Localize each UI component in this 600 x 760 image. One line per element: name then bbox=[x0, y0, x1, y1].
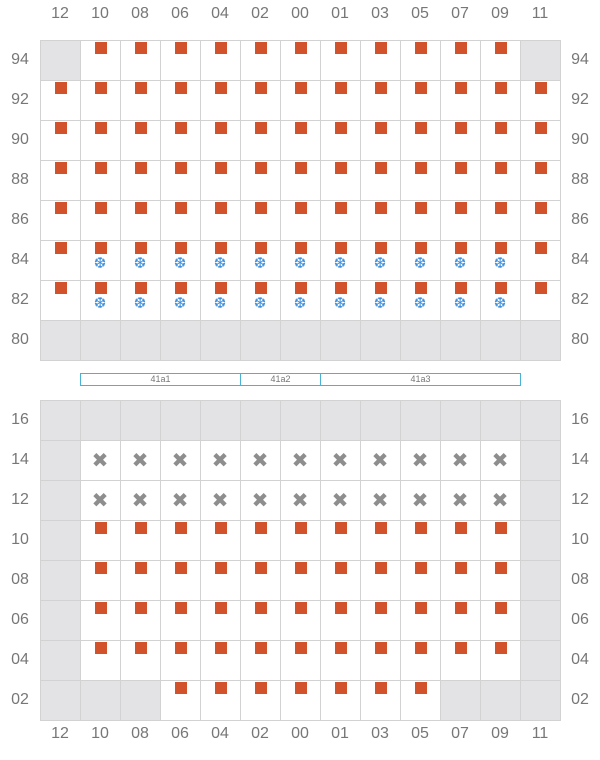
bottom-row-label-left: 14 bbox=[11, 451, 29, 468]
bottom-slot-16-04[interactable] bbox=[200, 400, 241, 441]
occupied-marker bbox=[135, 522, 147, 534]
bottom-slot-14-11[interactable] bbox=[520, 440, 561, 481]
bottom-slot-10-12[interactable] bbox=[40, 520, 81, 561]
top-col-label: 10 bbox=[91, 5, 109, 22]
top-slot-94-11[interactable] bbox=[520, 40, 561, 81]
zone-41a2[interactable]: 41a2 bbox=[240, 373, 321, 386]
occupied-marker bbox=[375, 162, 387, 174]
snowflake-icon: ❆ bbox=[213, 294, 227, 312]
snowflake-icon: ❆ bbox=[493, 254, 507, 272]
occupied-marker bbox=[495, 42, 507, 54]
bottom-col-label: 01 bbox=[331, 725, 349, 742]
occupied-marker bbox=[215, 282, 227, 294]
occupied-marker bbox=[255, 282, 267, 294]
occupied-marker bbox=[335, 562, 347, 574]
occupied-marker bbox=[95, 82, 107, 94]
occupied-marker bbox=[295, 522, 307, 534]
occupied-marker bbox=[255, 522, 267, 534]
blocked-x-icon: ✖ bbox=[331, 488, 349, 512]
snowflake-icon: ❆ bbox=[413, 254, 427, 272]
occupied-marker bbox=[535, 122, 547, 134]
occupied-marker bbox=[495, 602, 507, 614]
blocked-x-icon: ✖ bbox=[171, 488, 189, 512]
occupied-marker bbox=[415, 42, 427, 54]
blocked-x-icon: ✖ bbox=[91, 448, 109, 472]
top-slot-80-00[interactable] bbox=[280, 320, 321, 361]
bottom-row-label-left: 16 bbox=[11, 411, 29, 428]
top-slot-94-12[interactable] bbox=[40, 40, 81, 81]
occupied-marker bbox=[375, 42, 387, 54]
bottom-slot-16-12[interactable] bbox=[40, 400, 81, 441]
occupied-marker bbox=[135, 82, 147, 94]
snowflake-icon: ❆ bbox=[373, 294, 387, 312]
occupied-marker bbox=[455, 162, 467, 174]
occupied-marker bbox=[375, 82, 387, 94]
occupied-marker bbox=[495, 122, 507, 134]
top-slot-80-02[interactable] bbox=[240, 320, 281, 361]
occupied-marker bbox=[255, 82, 267, 94]
occupied-marker bbox=[175, 282, 187, 294]
occupied-marker bbox=[455, 42, 467, 54]
occupied-marker bbox=[175, 602, 187, 614]
occupied-marker bbox=[415, 682, 427, 694]
bottom-col-label: 03 bbox=[371, 725, 389, 742]
snowflake-icon: ❆ bbox=[373, 254, 387, 272]
top-row-label-right: 88 bbox=[571, 171, 589, 188]
top-col-label: 01 bbox=[331, 5, 349, 22]
occupied-marker bbox=[415, 82, 427, 94]
top-col-label: 04 bbox=[211, 5, 229, 22]
occupied-marker bbox=[255, 122, 267, 134]
occupied-marker bbox=[335, 202, 347, 214]
blocked-x-icon: ✖ bbox=[491, 488, 509, 512]
occupied-marker bbox=[135, 562, 147, 574]
occupied-marker bbox=[255, 42, 267, 54]
occupied-marker bbox=[215, 522, 227, 534]
blocked-x-icon: ✖ bbox=[491, 448, 509, 472]
top-slot-80-04[interactable] bbox=[200, 320, 241, 361]
occupied-marker bbox=[495, 522, 507, 534]
blocked-x-icon: ✖ bbox=[291, 488, 309, 512]
bottom-slot-16-09[interactable] bbox=[480, 400, 521, 441]
bottom-col-label: 02 bbox=[251, 725, 269, 742]
occupied-marker bbox=[95, 122, 107, 134]
occupied-marker bbox=[455, 602, 467, 614]
top-col-label: 05 bbox=[411, 5, 429, 22]
occupied-marker bbox=[295, 562, 307, 574]
occupied-marker bbox=[135, 242, 147, 254]
bottom-col-label: 00 bbox=[291, 725, 309, 742]
top-slot-80-08[interactable] bbox=[120, 320, 161, 361]
occupied-marker bbox=[295, 202, 307, 214]
occupied-marker bbox=[295, 642, 307, 654]
snowflake-icon: ❆ bbox=[453, 254, 467, 272]
occupied-marker bbox=[295, 42, 307, 54]
occupied-marker bbox=[175, 682, 187, 694]
occupied-marker bbox=[215, 162, 227, 174]
occupied-marker bbox=[335, 162, 347, 174]
top-row-label-left: 86 bbox=[11, 211, 29, 228]
occupied-marker bbox=[135, 42, 147, 54]
bottom-slot-16-06[interactable] bbox=[160, 400, 201, 441]
occupied-marker bbox=[375, 122, 387, 134]
bottom-col-label: 04 bbox=[211, 725, 229, 742]
occupied-marker bbox=[495, 562, 507, 574]
top-slot-80-03[interactable] bbox=[360, 320, 401, 361]
bottom-slot-16-08[interactable] bbox=[120, 400, 161, 441]
top-slot-80-07[interactable] bbox=[440, 320, 481, 361]
occupied-marker bbox=[215, 242, 227, 254]
occupied-marker bbox=[175, 562, 187, 574]
top-col-label: 09 bbox=[491, 5, 509, 22]
occupied-marker bbox=[535, 242, 547, 254]
blocked-x-icon: ✖ bbox=[411, 448, 429, 472]
occupied-marker bbox=[455, 122, 467, 134]
bottom-slot-02-08[interactable] bbox=[120, 680, 161, 721]
bottom-slot-16-02[interactable] bbox=[240, 400, 281, 441]
occupied-marker bbox=[215, 82, 227, 94]
bottom-col-label: 05 bbox=[411, 725, 429, 742]
occupied-marker bbox=[535, 162, 547, 174]
zone-41a3[interactable]: 41a3 bbox=[320, 373, 521, 386]
occupied-marker bbox=[255, 202, 267, 214]
top-row-label-right: 86 bbox=[571, 211, 589, 228]
bottom-slot-16-10[interactable] bbox=[80, 400, 121, 441]
occupied-marker bbox=[455, 82, 467, 94]
blocked-x-icon: ✖ bbox=[371, 448, 389, 472]
occupied-marker bbox=[495, 642, 507, 654]
blocked-x-icon: ✖ bbox=[211, 488, 229, 512]
top-col-label: 06 bbox=[171, 5, 189, 22]
occupied-marker bbox=[335, 242, 347, 254]
top-row-label-right: 82 bbox=[571, 291, 589, 308]
occupied-marker bbox=[135, 642, 147, 654]
occupied-marker bbox=[135, 202, 147, 214]
top-slot-80-01[interactable] bbox=[320, 320, 361, 361]
occupied-marker bbox=[375, 602, 387, 614]
bottom-slot-10-11[interactable] bbox=[520, 520, 561, 561]
bottom-slot-06-12[interactable] bbox=[40, 600, 81, 641]
occupied-marker bbox=[295, 242, 307, 254]
blocked-x-icon: ✖ bbox=[251, 448, 269, 472]
occupied-marker bbox=[455, 522, 467, 534]
blocked-x-icon: ✖ bbox=[171, 448, 189, 472]
occupied-marker bbox=[375, 282, 387, 294]
snowflake-icon: ❆ bbox=[293, 254, 307, 272]
bottom-slot-16-11[interactable] bbox=[520, 400, 561, 441]
bottom-row-label-right: 02 bbox=[571, 691, 589, 708]
occupied-marker bbox=[255, 682, 267, 694]
occupied-marker bbox=[95, 242, 107, 254]
top-col-label: 11 bbox=[531, 5, 549, 22]
occupied-marker bbox=[375, 562, 387, 574]
occupied-marker bbox=[335, 642, 347, 654]
top-col-label: 12 bbox=[51, 5, 69, 22]
occupied-marker bbox=[215, 682, 227, 694]
occupied-marker bbox=[215, 122, 227, 134]
top-row-label-left: 80 bbox=[11, 331, 29, 348]
bottom-slot-02-12[interactable] bbox=[40, 680, 81, 721]
bottom-slot-12-11[interactable] bbox=[520, 480, 561, 521]
occupied-marker bbox=[495, 202, 507, 214]
snowflake-icon: ❆ bbox=[333, 254, 347, 272]
bottom-slot-16-03[interactable] bbox=[360, 400, 401, 441]
occupied-marker bbox=[55, 202, 67, 214]
bottom-slot-12-12[interactable] bbox=[40, 480, 81, 521]
blocked-x-icon: ✖ bbox=[91, 488, 109, 512]
top-row-label-left: 94 bbox=[11, 51, 29, 68]
top-row-label-right: 80 bbox=[571, 331, 589, 348]
snowflake-icon: ❆ bbox=[453, 294, 467, 312]
occupied-marker bbox=[255, 162, 267, 174]
occupied-marker bbox=[335, 122, 347, 134]
occupied-marker bbox=[455, 562, 467, 574]
occupied-marker bbox=[95, 282, 107, 294]
bottom-row-label-right: 04 bbox=[571, 651, 589, 668]
bottom-col-label: 06 bbox=[171, 725, 189, 742]
snowflake-icon: ❆ bbox=[173, 294, 187, 312]
occupied-marker bbox=[375, 682, 387, 694]
occupied-marker bbox=[95, 202, 107, 214]
top-slot-80-11[interactable] bbox=[520, 320, 561, 361]
blocked-x-icon: ✖ bbox=[131, 448, 149, 472]
occupied-marker bbox=[175, 522, 187, 534]
occupied-marker bbox=[175, 242, 187, 254]
top-row-label-left: 92 bbox=[11, 91, 29, 108]
bottom-row-label-right: 12 bbox=[571, 491, 589, 508]
occupied-marker bbox=[95, 562, 107, 574]
occupied-marker bbox=[375, 202, 387, 214]
bottom-col-label: 10 bbox=[91, 725, 109, 742]
bottom-row-label-right: 10 bbox=[571, 531, 589, 548]
bottom-col-label: 07 bbox=[451, 725, 469, 742]
bottom-row-label-left: 06 bbox=[11, 611, 29, 628]
bottom-col-label: 12 bbox=[51, 725, 69, 742]
snowflake-icon: ❆ bbox=[413, 294, 427, 312]
top-col-label: 07 bbox=[451, 5, 469, 22]
occupied-marker bbox=[135, 162, 147, 174]
occupied-marker bbox=[455, 282, 467, 294]
top-row-label-right: 84 bbox=[571, 251, 589, 268]
top-col-label: 00 bbox=[291, 5, 309, 22]
occupied-marker bbox=[175, 162, 187, 174]
occupied-marker bbox=[215, 602, 227, 614]
occupied-marker bbox=[175, 642, 187, 654]
occupied-marker bbox=[335, 602, 347, 614]
occupied-marker bbox=[135, 122, 147, 134]
top-slot-80-09[interactable] bbox=[480, 320, 521, 361]
snowflake-icon: ❆ bbox=[93, 254, 107, 272]
occupied-marker bbox=[335, 682, 347, 694]
occupied-marker bbox=[415, 642, 427, 654]
snowflake-icon: ❆ bbox=[493, 294, 507, 312]
occupied-marker bbox=[495, 162, 507, 174]
occupied-marker bbox=[415, 242, 427, 254]
occupied-marker bbox=[295, 122, 307, 134]
bottom-slot-08-11[interactable] bbox=[520, 560, 561, 601]
occupied-marker bbox=[415, 522, 427, 534]
top-row-label-left: 82 bbox=[11, 291, 29, 308]
occupied-marker bbox=[335, 522, 347, 534]
top-col-label: 08 bbox=[131, 5, 149, 22]
occupied-marker bbox=[135, 602, 147, 614]
occupied-marker bbox=[455, 642, 467, 654]
occupied-marker bbox=[375, 642, 387, 654]
top-row-label-right: 94 bbox=[571, 51, 589, 68]
snowflake-icon: ❆ bbox=[173, 254, 187, 272]
blocked-x-icon: ✖ bbox=[251, 488, 269, 512]
occupied-marker bbox=[455, 202, 467, 214]
top-slot-80-06[interactable] bbox=[160, 320, 201, 361]
occupied-marker bbox=[95, 522, 107, 534]
bottom-row-label-left: 08 bbox=[11, 571, 29, 588]
bottom-row-label-right: 06 bbox=[571, 611, 589, 628]
bottom-row-label-left: 10 bbox=[11, 531, 29, 548]
occupied-marker bbox=[95, 162, 107, 174]
occupied-marker bbox=[55, 122, 67, 134]
bottom-row-label-right: 08 bbox=[571, 571, 589, 588]
occupied-marker bbox=[255, 242, 267, 254]
bottom-row-label-left: 04 bbox=[11, 651, 29, 668]
snowflake-icon: ❆ bbox=[133, 254, 147, 272]
occupied-marker bbox=[255, 642, 267, 654]
occupied-marker bbox=[255, 602, 267, 614]
top-col-label: 02 bbox=[251, 5, 269, 22]
occupied-marker bbox=[295, 602, 307, 614]
occupied-marker bbox=[415, 162, 427, 174]
bottom-slot-02-11[interactable] bbox=[520, 680, 561, 721]
occupied-marker bbox=[495, 282, 507, 294]
occupied-marker bbox=[215, 642, 227, 654]
occupied-marker bbox=[375, 242, 387, 254]
bottom-slot-06-11[interactable] bbox=[520, 600, 561, 641]
occupied-marker bbox=[295, 682, 307, 694]
blocked-x-icon: ✖ bbox=[291, 448, 309, 472]
occupied-marker bbox=[55, 282, 67, 294]
blocked-x-icon: ✖ bbox=[331, 448, 349, 472]
bottom-row-label-left: 12 bbox=[11, 491, 29, 508]
occupied-marker bbox=[335, 82, 347, 94]
occupied-marker bbox=[295, 82, 307, 94]
bottom-slot-02-09[interactable] bbox=[480, 680, 521, 721]
bottom-slot-16-07[interactable] bbox=[440, 400, 481, 441]
bottom-slot-02-10[interactable] bbox=[80, 680, 121, 721]
occupied-marker bbox=[295, 282, 307, 294]
occupied-marker bbox=[95, 42, 107, 54]
top-row-label-right: 92 bbox=[571, 91, 589, 108]
top-slot-80-05[interactable] bbox=[400, 320, 441, 361]
bottom-slot-14-12[interactable] bbox=[40, 440, 81, 481]
bottom-slot-16-00[interactable] bbox=[280, 400, 321, 441]
blocked-x-icon: ✖ bbox=[411, 488, 429, 512]
top-row-label-left: 90 bbox=[11, 131, 29, 148]
occupied-marker bbox=[255, 562, 267, 574]
bottom-row-label-right: 14 bbox=[571, 451, 589, 468]
snowflake-icon: ❆ bbox=[93, 294, 107, 312]
occupied-marker bbox=[335, 42, 347, 54]
bottom-slot-16-01[interactable] bbox=[320, 400, 361, 441]
bottom-col-label: 08 bbox=[131, 725, 149, 742]
top-row-label-left: 84 bbox=[11, 251, 29, 268]
blocked-x-icon: ✖ bbox=[131, 488, 149, 512]
occupied-marker bbox=[415, 122, 427, 134]
zone-41a1[interactable]: 41a1 bbox=[80, 373, 241, 386]
top-col-label: 03 bbox=[371, 5, 389, 22]
occupied-marker bbox=[495, 242, 507, 254]
occupied-marker bbox=[135, 282, 147, 294]
occupied-marker bbox=[535, 282, 547, 294]
bottom-col-label: 11 bbox=[531, 725, 549, 742]
top-row-label-right: 90 bbox=[571, 131, 589, 148]
blocked-x-icon: ✖ bbox=[371, 488, 389, 512]
snowflake-icon: ❆ bbox=[133, 294, 147, 312]
occupied-marker bbox=[175, 82, 187, 94]
occupied-marker bbox=[175, 202, 187, 214]
occupied-marker bbox=[215, 42, 227, 54]
snowflake-icon: ❆ bbox=[213, 254, 227, 272]
occupied-marker bbox=[535, 202, 547, 214]
occupied-marker bbox=[375, 522, 387, 534]
occupied-marker bbox=[495, 82, 507, 94]
snowflake-icon: ❆ bbox=[253, 254, 267, 272]
top-row-label-left: 88 bbox=[11, 171, 29, 188]
occupied-marker bbox=[175, 122, 187, 134]
bottom-row-label-right: 16 bbox=[571, 411, 589, 428]
snowflake-icon: ❆ bbox=[253, 294, 267, 312]
bottom-slot-16-05[interactable] bbox=[400, 400, 441, 441]
occupied-marker bbox=[415, 282, 427, 294]
bottom-slot-08-12[interactable] bbox=[40, 560, 81, 601]
bottom-col-label: 09 bbox=[491, 725, 509, 742]
occupied-marker bbox=[295, 162, 307, 174]
occupied-marker bbox=[55, 162, 67, 174]
snowflake-icon: ❆ bbox=[333, 294, 347, 312]
blocked-x-icon: ✖ bbox=[451, 488, 469, 512]
blocked-x-icon: ✖ bbox=[211, 448, 229, 472]
occupied-marker bbox=[415, 202, 427, 214]
bottom-row-label-left: 02 bbox=[11, 691, 29, 708]
occupied-marker bbox=[455, 242, 467, 254]
occupied-marker bbox=[95, 602, 107, 614]
occupied-marker bbox=[175, 42, 187, 54]
occupied-marker bbox=[415, 602, 427, 614]
top-slot-80-12[interactable] bbox=[40, 320, 81, 361]
bottom-slot-02-07[interactable] bbox=[440, 680, 481, 721]
occupied-marker bbox=[215, 562, 227, 574]
top-slot-80-10[interactable] bbox=[80, 320, 121, 361]
occupied-marker bbox=[215, 202, 227, 214]
occupied-marker bbox=[335, 282, 347, 294]
bottom-slot-04-11[interactable] bbox=[520, 640, 561, 681]
occupied-marker bbox=[415, 562, 427, 574]
blocked-x-icon: ✖ bbox=[451, 448, 469, 472]
occupied-marker bbox=[55, 242, 67, 254]
snowflake-icon: ❆ bbox=[293, 294, 307, 312]
occupied-marker bbox=[535, 82, 547, 94]
occupied-marker bbox=[55, 82, 67, 94]
occupied-marker bbox=[95, 642, 107, 654]
bottom-slot-04-12[interactable] bbox=[40, 640, 81, 681]
